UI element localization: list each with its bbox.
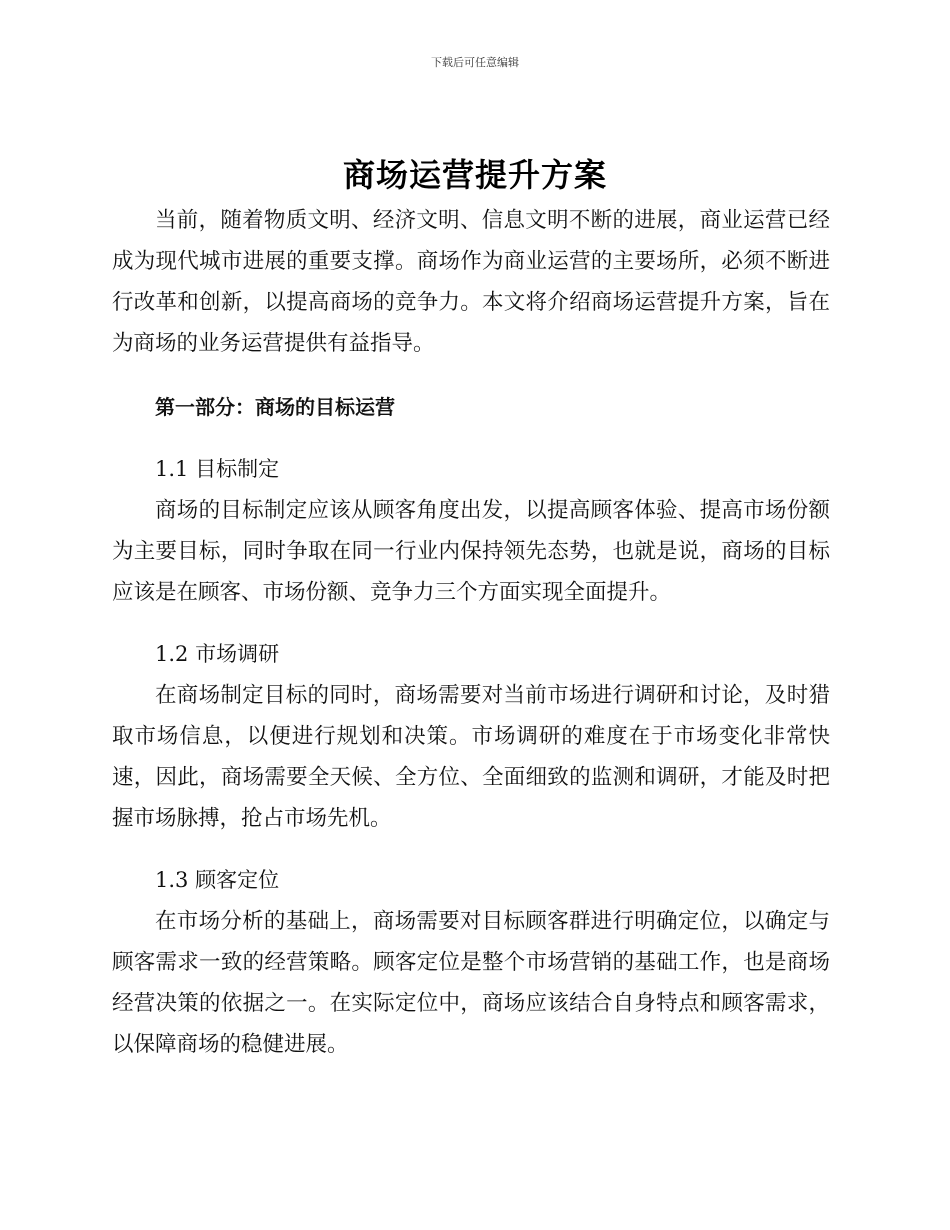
header-note: 下载后可任意编辑 (431, 56, 519, 69)
document-content (112, 200, 830, 1065)
paragraph-1-1: 商场的目标制定应该从顾客角度出发，以提高顾客体验、提高市场份额为主要目标，同时争取在同一行业内保持领先态势，也就是说，商场的目标应该是在顾客、市场份额、竞争力三个方面实现全面提升。 (112, 498, 830, 605)
sub-heading-1-1: 1.1 目标制定 (155, 457, 280, 481)
paragraph-1-2: 在商场制定目标的同时，商场需要对当前市场进行调研和讨论，及时猎取市场信息，以便进行规划和决策。市场调研的难度在于市场变化非常快速，因此，商场需要全天候、全方位、全面细致的监测和调研，才能及时把握市场脉搏，抢占市场先机。 (112, 683, 830, 831)
intro-paragraph: 当前，随着物质文明、经济文明、信息文明不断的进展，商业运营已经成为现代城市进展的重要支撑。商场作为商业运营的主要场所，必须不断进行改革和创新，以提高商场的竞争力。本文将介绍商场运营提升方案，旨在为商场的业务运营提供有益指导。 (112, 208, 830, 356)
paragraph-1-3: 在市场分析的基础上，商场需要对目标顾客群进行明确定位，以确定与顾客需求一致的经营策略。顾客定位是整个市场营销的基础工作，也是商场经营决策的依据之一。在实际定位中，商场应该结合自身特点和顾客需求，以保障商场的稳健进展。 (112, 909, 830, 1057)
section-heading-1: 第一部分：商场的目标运营 (155, 395, 395, 419)
sub-heading-1-3: 1.3 顾客定位 (155, 868, 280, 892)
document-title: 商场运营提升方案 (342, 156, 607, 194)
sub-heading-1-2: 1.2 市场调研 (155, 642, 280, 666)
